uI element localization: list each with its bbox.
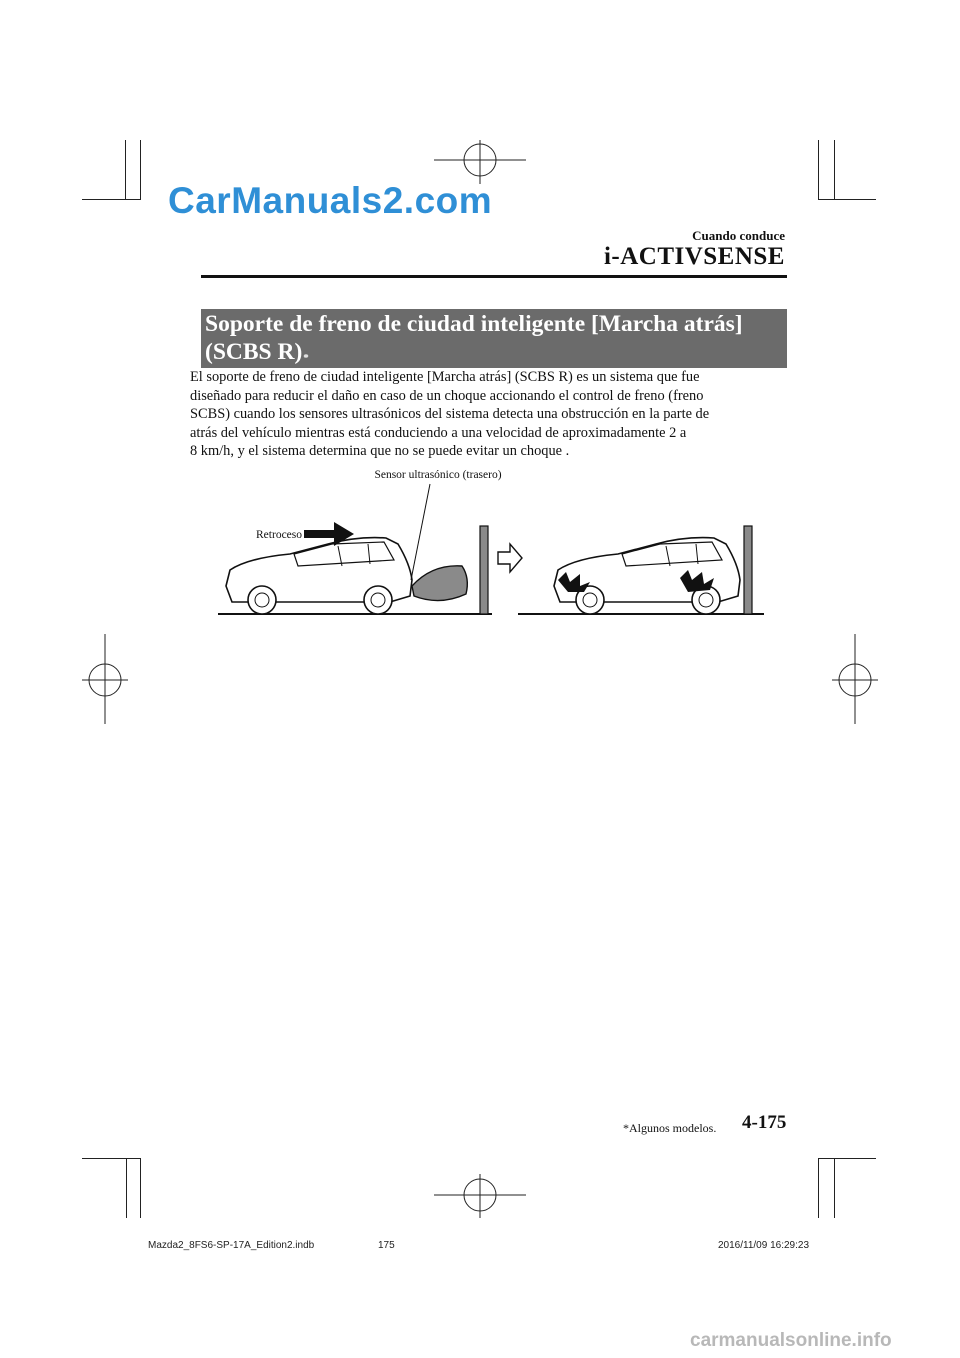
watermark-logo: CarManuals2.com (168, 180, 493, 221)
scbs-r-diagram (218, 468, 770, 620)
heading-text-2: (SCBS R) (205, 339, 303, 365)
heading-line-1: Soporte de freno de ciudad inteligente [Marcha atrás] (205, 311, 743, 337)
watermark-site: carmanualsonline.info (690, 1330, 892, 1351)
body-line: diseñado para reducir el daño en caso de un choque accionando el control de freno (freno (190, 387, 704, 404)
body-line: 8 km/h, y el sistema determina que no se puede evitar un choque . (190, 443, 570, 459)
footnote: *Algunos modelos. (623, 1121, 717, 1135)
body-line: SCBS) cuando los sensores ultrasónicos del sistema detecta una obstrucción en la parte de (190, 406, 710, 422)
body-paragraph (190, 368, 790, 461)
print-file-name: Mazda2_8FS6-SP-17A_Edition2.indb (148, 1240, 315, 1251)
print-file-page: 175 (378, 1240, 395, 1251)
reversing-car-illustration (218, 469, 502, 614)
print-timestamp: 2016/11/09 16:29:23 (718, 1240, 810, 1251)
some-models-mark: * (303, 352, 309, 364)
chapter-title: Cuando conduce (692, 228, 785, 243)
section-title: i-ACTIVSENSE (603, 243, 785, 270)
header-rule (201, 275, 787, 278)
reverse-label: Retroceso (256, 529, 302, 541)
transition-arrow-icon (498, 544, 522, 572)
page-number: 4-175 (742, 1112, 787, 1133)
braked-car-illustration (518, 526, 764, 614)
body-line: El soporte de freno de ciudad inteligente [Marcha atrás] (SCBS R) es un sistema que fue (190, 369, 700, 385)
heading-line-2 (205, 338, 783, 366)
body-line: atrás del vehículo mientras está conduciendo a una velocidad de aproximadamente 2 a (190, 424, 687, 441)
sensor-label: Sensor ultrasónico (trasero) (374, 469, 502, 481)
topic-heading (201, 309, 787, 368)
